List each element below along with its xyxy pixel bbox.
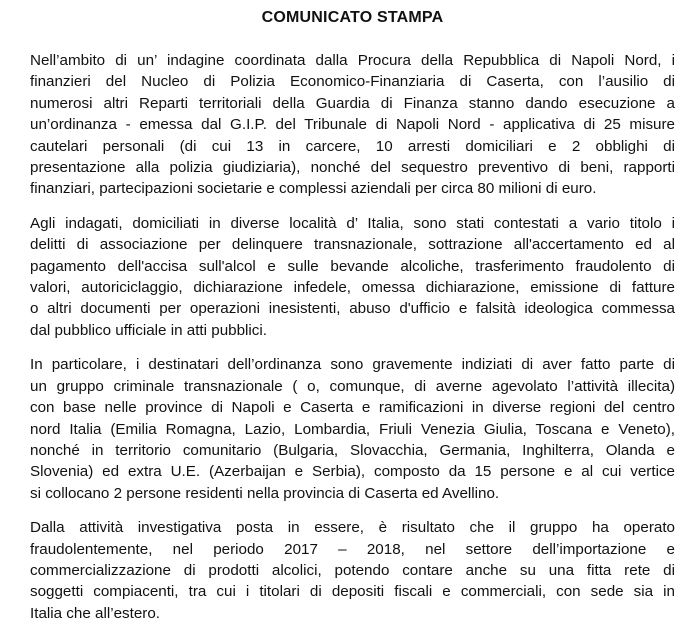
paragraph-line: soggetti compiacenti, tra cui i titolari di depositi fiscali e commerciali, con sede sia in [30,583,675,601]
paragraph-line: commercializzazione di prodotti alcolici, potendo contare anche su una fitta rete di [30,561,675,579]
paragraph-line: fraudolentemente, nel periodo 2017 – 2018, nel settore dell’importazione e [30,540,675,558]
paragraph-line: Nell’ambito di un’ indagine coordinata dalla Procura della Repubblica di Napoli Nord, i [30,52,675,69]
paragraph-line: nonché in territorio comunitario (Bulgaria, Slovacchia, Germania, Inghilterra, Olanda e [30,441,675,459]
paragraph-line: dal pubblico ufficiale in atti pubblici. [30,321,267,339]
paragraph-line: valori, autoriciclaggio, dichiarazione infedele, omessa dichiarazione, emissione di fatture [30,279,675,297]
paragraph-line: Dalla attività investigativa posta in essere, è risultato che il gruppo ha operato [30,519,675,537]
paragraph-line: con base nelle province di Napoli e Caserta e ramificazioni in diverse regioni del centro [30,399,675,417]
paragraph-4 [30,517,675,624]
paragraph-line: nord Italia (Emilia Romagna, Lazio, Lombardia, Friuli Venezia Giulia, Toscana e Veneto), [30,420,675,438]
paragraph-line: finanziari, partecipazioni societarie e complessi aziendali per circa 80 milioni di euro. [30,180,597,198]
paragraph-line: Slovenia) ed extra U.E. (Azerbaijan e Serbia), composto da 15 persone e al cui vertice [30,463,675,481]
paragraph-line: un gruppo criminale transnazionale ( o, comunque, di averne agevolato l’attività illecita) [30,377,675,395]
paragraph-line: un’ordinanza - emessa dal G.I.P. del Tribunale di Napoli Nord - applicativa di 25 misure [30,116,675,134]
paragraph-line: cautelari personali (di cui 13 in carcere, 10 arresti domiciliari e 2 obblighi di [30,137,675,155]
paragraph-line: Italia che all’estero. [30,604,161,622]
document-title: COMUNICATO STAMPA [261,9,444,26]
paragraph-1 [30,50,675,200]
paragraph-line: si collocano 2 persone residenti nella provincia di Caserta ed Avellino. [30,484,500,502]
paragraph-line: pagamento dell'accisa sull'alcol e sulle bevande alcoliche, trasferimento fraudolento di [30,257,675,275]
paragraph-line: numerosi altri Reparti territoriali della Guardia di Finanza stanno dando esecuzione a [30,94,675,112]
paragraph-line: Agli indagati, domiciliati in diverse località d’ Italia, sono stati contestati a vario titolo i [30,214,675,232]
paragraph-line: In particolare, i destinatari dell’ordinanza sono gravemente indiziati di aver fatto parte di [30,356,675,374]
paragraph-line: o altri documenti per operazioni inesistenti, abuso d'ufficio e falsità ideologica commessa [30,300,675,318]
paragraph-line: delitti di associazione per delinquere transnazionale, sottrazione all'accertamento ed al [30,236,675,254]
paragraph-3 [30,354,675,504]
paragraph-line: finanzieri del Nucleo di Polizia Economico-Finanziaria di Caserta, con l’ausilio di [30,73,675,91]
paragraph-line: presentazione alla polizia giudiziaria), nonché del sequestro preventivo di beni, rapporti [30,159,675,177]
paragraph-2 [30,213,675,341]
